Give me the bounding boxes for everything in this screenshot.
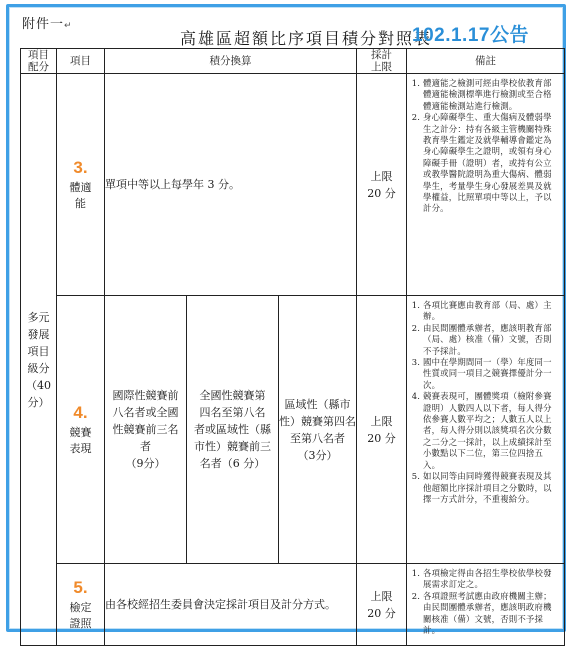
table-row (21, 296, 565, 564)
score-description: 由各校經招生委員會決定採計項目及計分方式。 (105, 564, 357, 646)
note-item: 4. 競賽表現可，團體獎項（檢附參賽證明）人數四人以下者，每人得分依參賽人數平均之；人數五人以上者，每人得分則以該獎項名次分數之二分之一採計，以上成績採計至小數點以下二位，第三位四捨五入。 (423, 391, 560, 471)
item-number: 4. (73, 402, 88, 422)
item-cell (57, 296, 105, 564)
note-item: 1. 各項檢定得由各招生學校依學校發展需求訂定之。 (423, 568, 560, 591)
note-item: 1. 各項比賽應由教育部（局、處）主辦。 (423, 300, 560, 323)
col-header-limit: 採計 上限 (357, 49, 407, 74)
col-header-notes: 備註 (407, 49, 565, 74)
limit-cell: 上限 20 分 (357, 296, 407, 564)
notes-cell (407, 564, 565, 646)
note-item: 2. 身心障礙學生、重大傷病及體弱學生之計分：持有各級主管機關特殊教育學生鑑定及就學輔導會鑑定為身心障礙學生之證明，或領有身心障礙手冊（證明）者，或持有公立或教學醫院證明為重大傷病、體弱學生，考量學生身心發展差異及就學權益，比照單項中等以上，予以計分。 (423, 112, 560, 215)
score-subcategory-national: 全國性競賽第 四名至第八名 者或區域性（縣 市性）競賽前三 名者（6 分） (187, 296, 279, 564)
score-subcategory-international: 國際性競賽前 八名者或全國 性競賽前三名 者 （9分） (105, 296, 187, 564)
score-description: 單項中等以上每學年 3 分。 (105, 74, 357, 296)
dimension-cell: 多元 發展 項目 級分 （40 分） (21, 74, 57, 646)
attachment-label: 附件一↵ (22, 17, 73, 32)
table-row (21, 74, 565, 296)
limit-cell: 上限 20 分 (357, 564, 407, 646)
table-row (21, 564, 565, 646)
limit-cell: 上限 20 分 (357, 74, 407, 296)
item-name: 檢定 證照 (69, 600, 92, 630)
announcement-date: 102.1.17公告 (412, 25, 529, 46)
note-item: 3. 國中在學期間同一（學）年度同一性質或同一項目之競賽擇優計分一次。 (423, 357, 560, 391)
notes-cell (407, 296, 565, 564)
item-number: 3. (73, 157, 88, 177)
notes-cell (407, 74, 565, 296)
score-subcategory-regional: 區域性（縣市 性）競賽第四名 至第八名者 （3分） (279, 296, 357, 564)
header-row (21, 49, 565, 74)
note-item: 2. 由民間團體承辦者，應該明教育部（局、處）核准（備）文號，否則不予採計。 (423, 323, 560, 357)
note-item: 5. 如以同等由同時獲得競賽表現及其他超額比序採計項目之分數時，以擇一方式計分，不重複給分。 (423, 471, 560, 505)
col-header-dimension: 項目 配分 (21, 49, 57, 74)
note-item: 2. 各項證照考試應由政府機關主辦；由民間團體承辦者，應該明政府機關核准（備）文號，否則不予採計。 (423, 591, 560, 637)
page-title: 高雄區超額比序項目積分對照表 (180, 29, 433, 48)
item-cell (57, 564, 105, 646)
col-header-score: 積分換算 (105, 49, 357, 74)
score-table (20, 48, 565, 646)
item-cell (57, 74, 105, 296)
item-number: 5. (73, 577, 88, 597)
note-item: 1. 體適能之檢測可經由學校依教育部體適能檢測標準進行檢測或至合格體適能檢測站進行檢測。 (423, 78, 560, 112)
item-name: 體適 能 (69, 180, 92, 210)
col-header-item: 項目 (57, 49, 105, 74)
item-name: 競賽 表現 (69, 425, 92, 455)
